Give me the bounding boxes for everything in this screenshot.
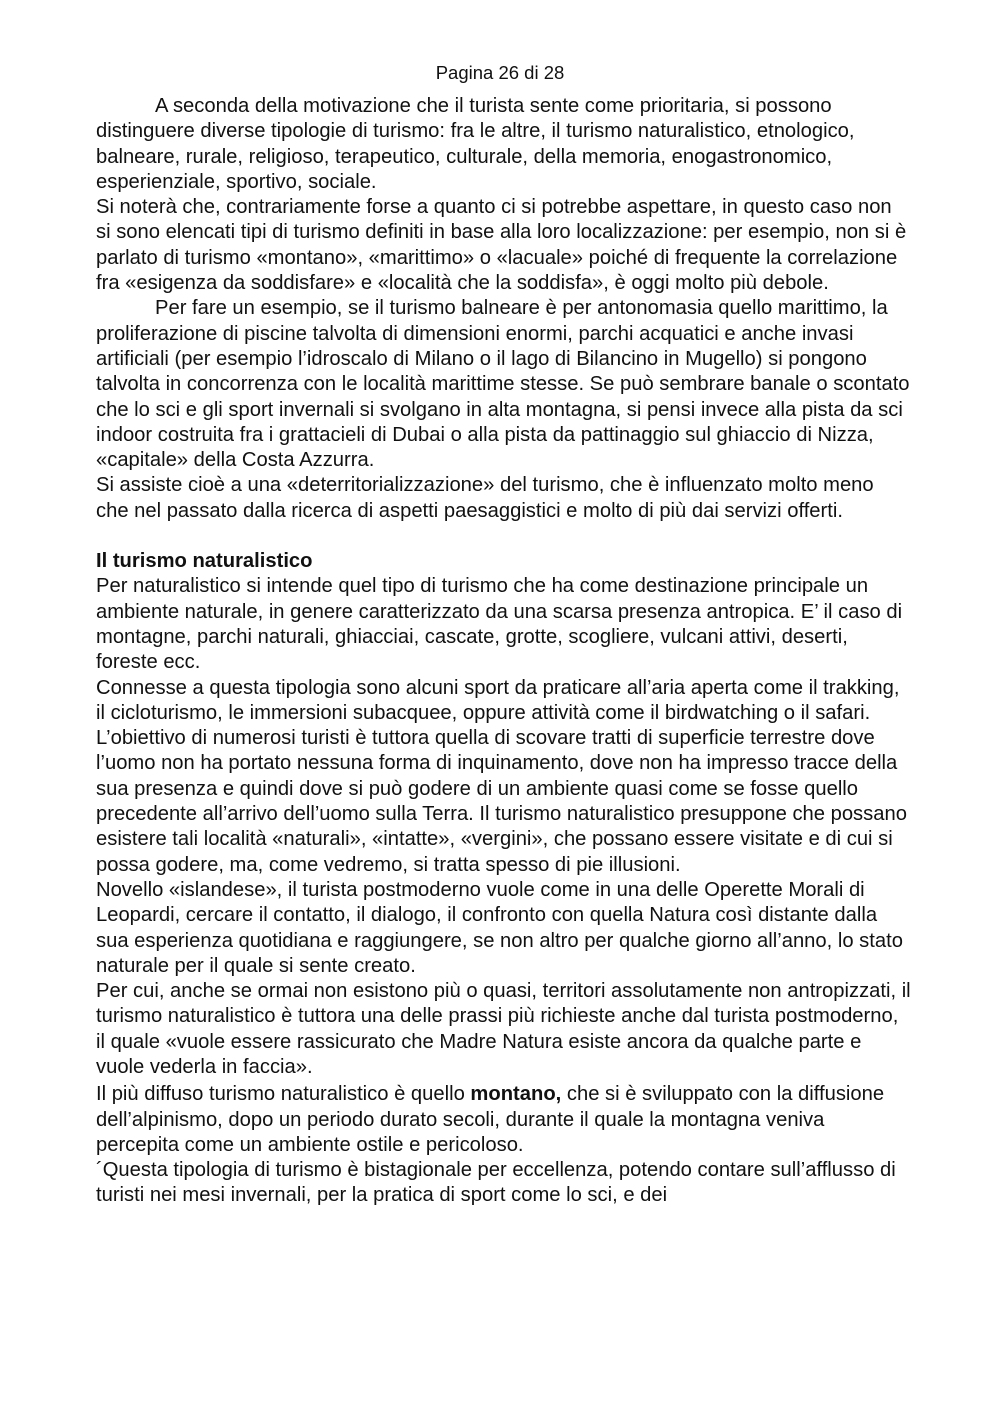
document-body [96,94,911,1209]
paragraph-antropizzati: Per cui, anche se ormai non esistono più o quasi, territori assolutamente non antropizzati, il turismo naturalistico è tuttora una delle prassi più richieste anche dal turista postmoderno, il quale «vuole essere rassicurato che Madre Natura esiste ancora da qualche parte e vuole vederla in faccia». [96,980,911,1078]
paragraph-islandese: Novello «islandese», il turista postmoderno vuole come in una delle Operette Morali di Leopardi, cercare il contatto, il dialogo, il confronto con quella Natura così distante dalla sua esperienza quotidiana e raggiungere, se non altro per qualche giorno all’anno, lo stato naturale per il quale si sente creato. [96,878,903,977]
paragraph-bistagionale: ´Questa tipologia di turismo è bistagionale per eccellenza, potendo contare sull’afflusso di turisti nei mesi invernali, per la pratica di sport come lo sci, e dei [96,1159,896,1207]
paragraph-obiettivo: L’obiettivo di numerosi turisti è tuttora quella di scovare tratti di superficie terrestre dove l’uomo non ha portato nessuna forma di inquinamento, dove non ha impresso tracce della sua presenza e quindi dove si può godere di un ambiente quasi come se fosse quello precedente all’arrivo dell’uomo sulla Terra. Il turismo naturalistico presuppone che possano esistere tali località «naturali», «intatte», «vergini», che possano essere visitate e di cui si possa godere, ma, come vedremo, si tratta spesso di pie illusioni. [96,727,907,876]
paragraph-sport: Connesse a questa tipologia sono alcuni sport da praticare all’aria aperta come il trakking, il cicloturismo, le immersioni subacquee, oppure attività come il birdwatching o il safari. [96,676,900,724]
page-number: Pagina 26 di 28 [435,62,565,83]
paragraph-definizione: Per naturalistico si intende quel tipo di turismo che ha come destinazione principale un ambiente naturale, in genere caratterizzato da una scarsa presenza antropica. E’ il caso di montagne, parchi naturali, ghiacciai, cascate, grotte, scogliere, vulcani attivi, deserti, foreste ecc. [96,575,903,674]
paragraph-deterritorializzazione: Si assiste cioè a una «deterritorializzazione» del turismo, che è influenzato molto meno che nel passato dalla ricerca di aspetti paesaggistici e molto di più dai servizi offerti. [96,474,874,522]
paragraph-esempio: Per fare un esempio, se il turismo balneare è per antonomasia quello marittimo, la proliferazione di piscine talvolta di dimensioni enormi, parchi acquatici e anche invasi artificiali (per esempio l’idroscalo di Milano o il lago di Bilancino in Mugello) si pongono talvolta in concorrenza con le località marittime stesse. Se può sembrare banale o scontato che lo sci e gli sport invernali si svolgano in alta montagna, si pensi invece alla pista da sci indoor costruita fra i grattacieli di Dubai o alla pista da pattinaggio sul ghiaccio di Nizza, «capitale» della Costa Azzurra. [96,297,910,472]
montano-text-before: Il più diffuso turismo naturalistico è quello [96,1083,471,1106]
paragraph-montano [96,1082,911,1158]
paragraph-tipologie: A seconda della motivazione che il turista sente come prioritaria, si possono distinguere diverse tipologie di turismo: fra le altre, il turismo naturalistico, etnologico, balneare, rurale, religioso, terapeutico, culturale, della memoria, enogastronomico, esperienziale, sportivo, sociale. [96,95,855,193]
paragraph-localizzazione: Si noterà che, contrariamente forse a quanto ci si potrebbe aspettare, in questo caso non si sono elencati tipi di turismo definiti in base alla loro localizzazione: per esempio, non si è parlato di turismo «montano», «marittimo» o «lacuale» poiché di frequente la correlazione fra «esigenza da soddisfare» e «località che la soddisfa», è oggi molto più debole. [96,196,907,295]
montano-bold: montano, [470,1083,562,1106]
montano-text-after: che si è sviluppato con la diffusione dell’alpinismo, dopo un periodo durato secoli, durante il quale la montagna veniva percepita come un ambiente ostile e pericoloso. [96,1083,885,1156]
section-heading: Il turismo naturalistico [96,550,313,573]
